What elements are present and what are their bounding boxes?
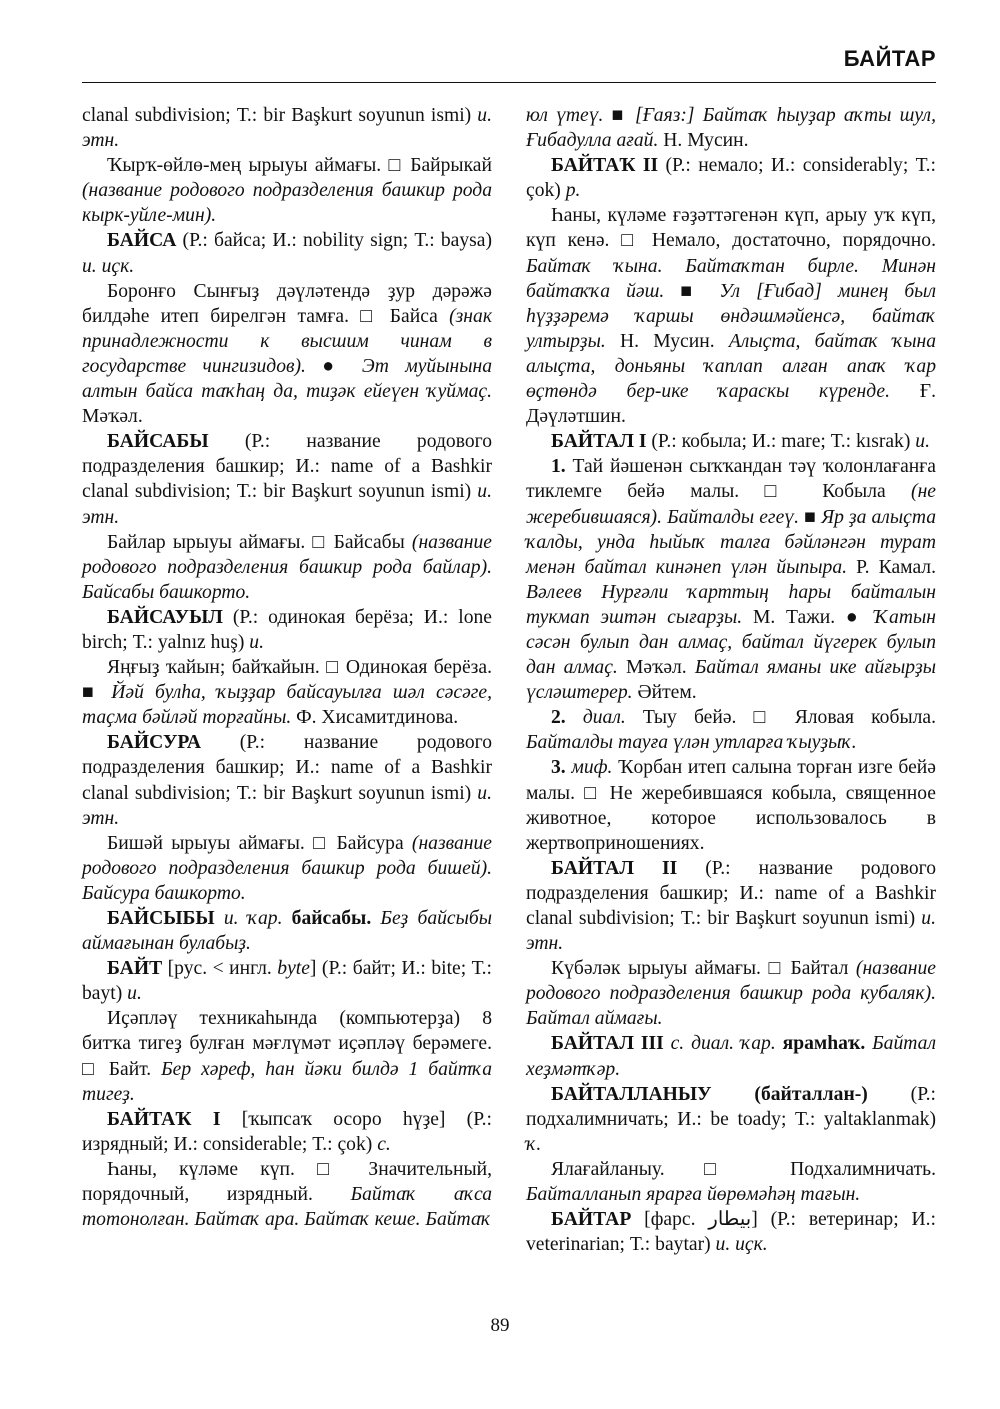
entry-text: (Р.: байса; И.: nobility sign; Т.: baysa): [176, 230, 492, 252]
dictionary-paragraph: [82, 730, 492, 830]
entry-text: ярамһаҡ.: [775, 1033, 866, 1055]
entry-text: Ул [Ғибад] минең был һүҙҙәремә ҡаршы өндәшмәйенсә, байтаҡ ултырҙы.: [526, 280, 936, 352]
dictionary-paragraph: [526, 856, 936, 956]
entry-text: диал.: [565, 707, 626, 729]
right-column: [526, 103, 936, 1257]
header-title: БАЙТАР: [843, 46, 936, 71]
left-column: [82, 103, 492, 1232]
entry-text: и.: [915, 431, 930, 453]
entry-text: Байталды тауға үлән утларға ҡыуҙыҡ.: [526, 732, 857, 754]
entry-text: Байталланып ярарға йөрөмәһәң тағын.: [526, 1184, 861, 1206]
headword: БАЙТАЛЛАНЫУ (байталлан-): [551, 1083, 868, 1105]
entry-text: Ғ. Дәүләтшин.: [526, 381, 937, 428]
entry-text: [ҡыпсаҡ осоро һүҙе] (Р.: изрядный; И.: considerable; Т.: çok): [82, 1108, 492, 1155]
headword: БАЙТАЛ II: [551, 857, 678, 879]
entry-text: (не жеребившаяся). Байталды егеү.: [526, 481, 936, 528]
entry-text: и. иҫк.: [82, 255, 135, 277]
headword: БАЙТАҠ I: [107, 1108, 221, 1130]
headword: БАЙТАҠ II: [551, 155, 659, 177]
headword: БАЙСАУЫЛ: [107, 606, 223, 628]
entry-text: Тыу бейә. □ Яловая кобыла.: [625, 707, 936, 729]
dictionary-paragraph: [526, 454, 936, 705]
entry-text: 1.: [551, 456, 566, 478]
headword: БАЙТ: [107, 958, 163, 980]
entry-text: ●: [305, 355, 362, 377]
headword: БАЙСЫБЫ: [107, 908, 215, 929]
entry-text: (Р.: название родового подразделения башкир; И.: name of a Bashkir clanal subdivision; Т.: bir Başkurt soyunun ismi): [82, 431, 492, 503]
entry-text: [Ғаяз:] Байтаҡ һыуҙар аҡты шул, Ғибадулла ағай.: [526, 105, 936, 152]
dictionary-paragraph: [82, 956, 492, 1006]
dictionary-paragraph: [526, 103, 936, 153]
entry-text: (название родового подразделения башкир рода кырк-уйле-мин).: [82, 180, 492, 227]
entry-text: и.: [249, 631, 264, 653]
dictionary-paragraph: [526, 705, 936, 755]
headword: БАЙТАЛ I: [551, 431, 647, 453]
entry-text: ■: [603, 105, 636, 126]
headword: БАЙСУРА: [107, 732, 201, 754]
dictionary-paragraph: [82, 1157, 492, 1232]
dictionary-paragraph: [82, 530, 492, 605]
entry-text: Н. Мусин.: [605, 330, 729, 352]
entry-text: Иҫәпләү техникаһында (компьютерҙа) 8 битҡа тигеҙ булған мәғлүмәт иҫәпләү берәмеге. □ Байт.: [82, 1008, 492, 1080]
entry-text: (Р.: название родового подразделения башкир; И.: name of a Bashkir clanal subdivision; Т.: bir Başkurt soyunun ismi): [82, 732, 492, 804]
entry-text: Ф. Хисамитдинова.: [291, 707, 459, 729]
dictionary-paragraph: [82, 655, 492, 730]
dictionary-paragraph: [526, 1031, 936, 1081]
entry-text: byte: [277, 958, 310, 980]
entry-text: и.: [127, 983, 142, 1005]
entry-text: [фарс. بيطار] (Р.: ветеринар; И.: veterinarian; Т.: baytar): [526, 1209, 936, 1256]
entry-text: (название родового подразделения башкир рода кубаляк). Байтал аймағы.: [526, 958, 936, 1030]
entry-text: р.: [565, 180, 581, 202]
entry-text: ] (Р.: байт; И.: bite; Т.: bayt): [82, 958, 492, 1005]
entry-text: Тай йәшенән сыҡҡандан тәү ҡолонлағанға тиклемге бейә малы. □ Кобыла: [526, 456, 936, 503]
entry-text: Яңғыҙ ҡайын; байҡайын. □ Одинокая берёза. ■: [82, 657, 492, 704]
entry-text: Боронғо Сынғыҙ дәүләтендә ҙур дәрәжә билдәһе итеп бирелгән тамға. □ Байса: [82, 280, 492, 327]
entry-text: Күбәләк ырыуы аймағы. □ Байтал: [551, 958, 856, 980]
entry-text: [рус. < ингл.: [162, 958, 278, 980]
dictionary-paragraph: [82, 279, 492, 430]
entry-text: с.: [377, 1133, 391, 1155]
entry-text: Байтаҡ аҡса тотонолған. Байтаҡ ара. Байтаҡ кеше. Байтаҡ: [82, 1184, 493, 1231]
entry-text: Йәй булһа, ҡыҙҙар байсауылға шәл сәсәге, таҫма бәйләй торғайны.: [82, 682, 493, 729]
dictionary-paragraph: [82, 103, 492, 153]
entry-text: ■: [798, 506, 822, 528]
entry-text: Ҡырҡ-өйлө-мең ырыуы аймағы. □ Байрыкай: [107, 155, 492, 177]
entry-text: Р. Камал.: [847, 556, 936, 578]
dictionary-paragraph: [82, 831, 492, 906]
entry-text: clanal subdivision; Т.: bir Başkurt soyunun ismi): [82, 105, 478, 126]
dictionary-paragraph: [82, 153, 492, 228]
entry-text: Беҙ байсыбы аймағынан булабыҙ.: [82, 908, 492, 955]
entry-text: Байлар ырыуы аймағы. □ Байсабы: [107, 531, 412, 553]
entry-text: Бишәй ырыуы аймағы. □ Байсура: [107, 832, 412, 854]
entry-text: Ҡорбан итеп салына торған изге бейә малы. □ Не жеребившаяся кобыла, священное животное, которое использовалось в жертвоприношениях.: [526, 757, 936, 854]
dictionary-paragraph: [526, 755, 936, 855]
dictionary-paragraph: [82, 605, 492, 655]
entry-text: ҡ.: [526, 1133, 542, 1155]
entry-text: Һаны, күләме күп. □ Значительный, порядочный, изрядный.: [82, 1158, 492, 1206]
entry-text: (Р.: название родового подразделения башкир; И.: name of a Bashkir clanal subdivision; Т.: bir Başkurt soyunun ismi): [526, 857, 936, 929]
entry-text: Ялағайланыу. □ Подхалимничать.: [551, 1158, 936, 1180]
entry-text: (Р.: кобыла; И.: mare; Т.: kısrak): [646, 431, 916, 453]
entry-text: (Р.: подхалимничать; И.: be toady; Т.: yaltaklanmak): [526, 1083, 936, 1130]
entry-text: и. этн.: [82, 782, 492, 829]
dictionary-paragraph: [526, 956, 936, 1031]
entry-text: Эт муйынына алтын байса таҡһаң да, тиҙәк ейеүен ҡуймаҫ.: [82, 355, 493, 403]
entry-text: Мәҡәл.: [617, 657, 695, 679]
entry-text: Байтаҡ ҡына. Байтаҡтан бирле. Минән байтаҡҡа йәш.: [526, 255, 936, 302]
entry-text: (знак принадлежности к высшим чинам в государстве чингизидов).: [82, 305, 492, 377]
headword: БАЙСА: [107, 230, 177, 252]
entry-text: и. иҫк.: [715, 1234, 768, 1256]
entry-text: М. Тажи. ●: [742, 606, 875, 628]
entry-text: Яр ҙа алыҫта ҡалды, унда һыйыҡ талға бәйләнгән турат менән байтал кинәнеп үлән йыпыра.: [526, 506, 937, 578]
entry-text: 3.: [551, 757, 566, 779]
entry-text: Ҡатын сәсән булып дан алмаҫ, байтал йүгерек булып дан алмаҫ.: [526, 606, 936, 679]
entry-text: Бер хәреф, һан йәки билдә 1 байтҡа тигеҙ.: [82, 1058, 492, 1105]
entry-text: и. этн.: [82, 105, 492, 152]
dictionary-paragraph: [82, 228, 492, 278]
entry-text: Алыҫта, байтаҡ ҡына алыҫта, доньяны ҡаплап алған апаҡ ҡар өҫтөндә бер-ике ҡараскы күренде.: [526, 330, 936, 403]
entry-text: (название родового подразделения башкир рода бишей). Байсура башкорто.: [82, 832, 492, 904]
dictionary-paragraph: [526, 203, 936, 429]
dictionary-paragraph: [526, 1207, 936, 1257]
dictionary-paragraph: [82, 1107, 492, 1157]
dictionary-paragraph: [82, 906, 492, 956]
entry-text: ■: [664, 280, 720, 302]
entry-text: и. этн.: [82, 481, 492, 528]
entry-text: (Р.: одинокая берёза; И.: lone birch; Т.: yalnız huş): [82, 606, 492, 653]
dictionary-paragraph: [526, 153, 936, 203]
entry-text: юл үтеү.: [526, 105, 604, 126]
entry-text: (название родового подразделения башкир рода байлар). Байсабы башкорто.: [82, 531, 492, 603]
dictionary-paragraph: [82, 1006, 492, 1106]
entry-text: Вәлеев Нурғәли ҡарттың һары байталын тукмап эштән сығарҙы.: [526, 581, 936, 628]
page-number: 89: [490, 1315, 510, 1336]
entry-text: миф.: [565, 757, 613, 779]
entry-text: 2.: [551, 707, 566, 729]
headword: БАЙТАЛ III: [551, 1033, 664, 1055]
dictionary-paragraph: [526, 429, 936, 454]
headword: БАЙСАБЫ: [107, 431, 209, 453]
entry-text: Байтал хеҙмәтҡәр.: [526, 1033, 937, 1080]
running-header: [82, 46, 936, 83]
entry-text: Һаны, күләме ғәҙәттәгенән күп, арыу уҡ күп, күп кенә. □ Немало, достаточно, порядочно.: [526, 205, 936, 252]
entry-text: Н. Мусин.: [658, 130, 749, 152]
dictionary-paragraph: [526, 1082, 936, 1157]
entry-text: (Р.: немало; И.: considerably; Т.: çok): [526, 155, 936, 202]
entry-text: Әйтем.: [632, 682, 697, 704]
headword: БАЙТАР: [551, 1209, 632, 1231]
entry-text: и. ҡар.: [214, 908, 283, 929]
entry-text: байсабы.: [282, 908, 372, 929]
entry-text: с. диал. ҡар.: [663, 1033, 776, 1055]
dictionary-paragraph: [526, 1157, 936, 1207]
entry-text: Мәҡәл.: [82, 406, 143, 428]
entry-text: Байтал яманы ике айғырҙы үсләштерер.: [526, 657, 936, 704]
entry-text: и. этн.: [526, 908, 936, 955]
dictionary-paragraph: [82, 429, 492, 529]
